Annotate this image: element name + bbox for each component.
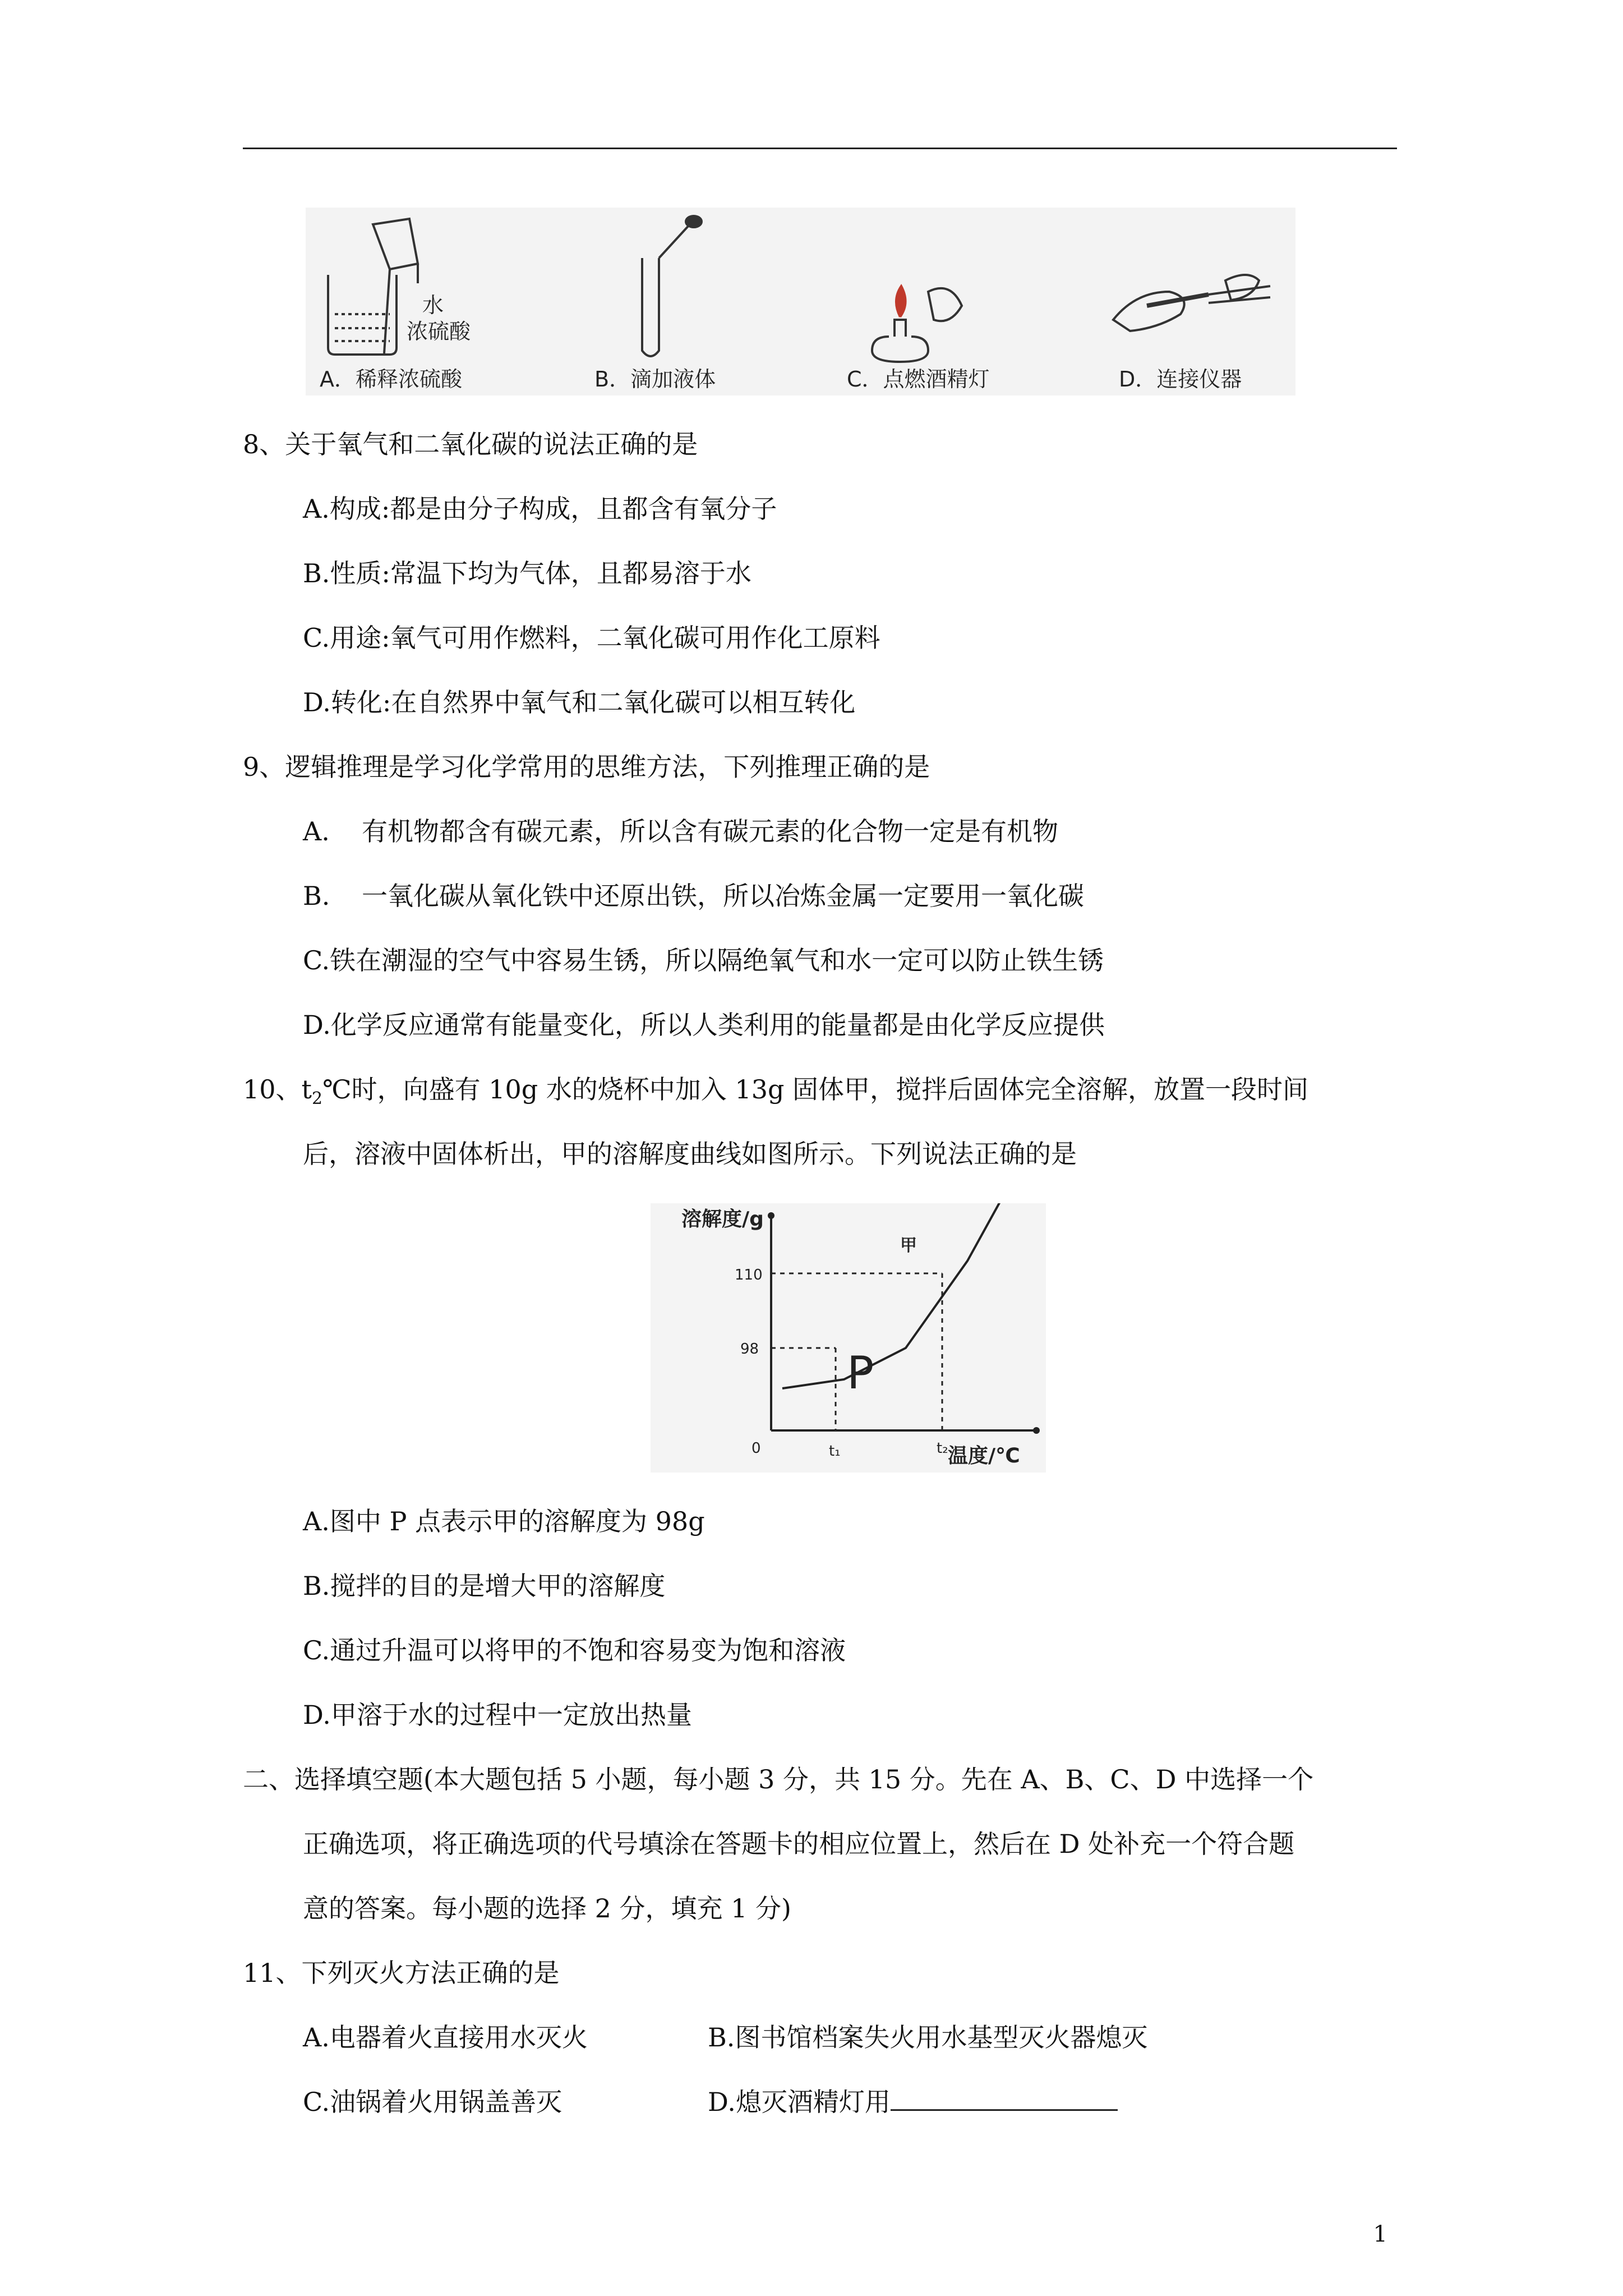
series-curve-jia — [782, 1203, 1029, 1388]
page-number: 1 — [1373, 2221, 1387, 2247]
q10-stem-sub: 2 — [312, 1089, 323, 1109]
q9-option-b-text: 一氧化碳从氧化铁中还原出铁，所以冶炼金属一定要用一氧化碳 — [362, 881, 1084, 911]
x-axis-arrow — [1033, 1427, 1040, 1434]
q10-stem-pre: 10、t — [243, 1074, 312, 1105]
q9-option-a-text: 有机物都含有碳元素，所以含有碳元素的化合物一定是有机物 — [362, 816, 1058, 846]
q9-stem: 9、逻辑推理是学习化学常用的思维方法，下列推理正确的是 — [243, 752, 930, 782]
x-tick-t1: t₁ — [829, 1443, 841, 1460]
solubility-chart — [651, 1203, 1046, 1473]
caption-b: B．滴加液体 — [594, 367, 716, 392]
hands-connecting-icon — [1113, 275, 1270, 331]
q11-option-d-text: D.熄灭酒精灯用 — [708, 2087, 891, 2117]
q10-option-d: D.甲溶于水的过程中一定放出热量 — [303, 1700, 692, 1730]
q10-option-a: A.图中 P 点表示甲的溶解度为 98g — [303, 1506, 705, 1536]
q11-option-b: B.图书馆档案失火用水基型灭火器熄灭 — [708, 2022, 1148, 2053]
q8-option-b: B.性质:常温下均为气体，且都易溶于水 — [303, 558, 751, 588]
y-axis-label: 溶解度/g — [681, 1208, 764, 1231]
y-tick-98: 98 — [740, 1341, 759, 1358]
q8-option-a: A.构成:都是由分子构成，且都含有氧分子 — [303, 494, 777, 524]
section2-line2: 正确选项，将正确选项的代号填涂在答题卡的相应位置上，然后在 D 处补充一个符合题 — [303, 1829, 1295, 1859]
q10-option-c: C.通过升温可以将甲的不饱和容易变为饱和溶液 — [303, 1635, 846, 1665]
q9-option-a-letter: A. — [303, 816, 330, 846]
q9-option-b-letter: B. — [303, 881, 330, 911]
label-water: 水 — [422, 293, 444, 318]
q10-stem — [243, 1073, 1308, 1116]
q11-stem: 11、下列灭火方法正确的是 — [243, 1958, 560, 1988]
x-axis-label: 温度/℃ — [948, 1444, 1020, 1467]
caption-a: A．稀释浓硫酸 — [320, 367, 462, 392]
q9-option-c: C.铁在潮湿的空气中容易生锈，所以隔绝氧气和水一定可以防止铁生锈 — [303, 945, 1104, 976]
section2-line1: 二、选择填空题(本大题包括 5 小题，每小题 3 分，共 15 分。先在 A、B、C、D 中选择一个 — [243, 1764, 1314, 1795]
q9-option-d: D.化学反应通常有能量变化，所以人类利用的能量都是由化学反应提供 — [303, 1010, 1105, 1040]
q11-answer-blank[interactable] — [891, 2087, 1118, 2111]
q8-option-d: D.转化:在自然界中氧气和二氧化碳可以相互转化 — [303, 687, 856, 717]
q10-option-b: B.搅拌的目的是增大甲的溶解度 — [303, 1571, 666, 1601]
y-tick-110: 110 — [735, 1267, 763, 1283]
q8-option-c: C.用途:氧气可用作燃料，二氧化碳可用作化工原料 — [303, 623, 880, 653]
q11-option-d — [708, 2085, 1118, 2119]
beaker-icon — [328, 219, 418, 355]
q11-option-c: C.油锅着火用锅盖善灭 — [303, 2087, 562, 2117]
x-tick-0: 0 — [751, 1440, 761, 1457]
point-p-label: P — [847, 1347, 874, 1399]
q11-option-a: A.电器着火直接用水灭火 — [303, 2022, 588, 2053]
test-tube-icon — [642, 216, 702, 356]
header-rule — [243, 148, 1397, 149]
q10-stem-post: ℃时，向盛有 10g 水的烧杯中加入 13g 固体甲，搅拌后固体完全溶解，放置一段时间 — [322, 1074, 1309, 1105]
series-label-jia: 甲 — [900, 1236, 917, 1255]
section2-line3: 意的答案。每小题的选择 2 分，填充 1 分) — [303, 1893, 791, 1924]
q10-stem-line2: 后，溶液中固体析出，甲的溶解度曲线如图所示。下列说法正确的是 — [303, 1139, 1077, 1169]
caption-d: D．连接仪器 — [1119, 367, 1242, 392]
y-axis-arrow — [768, 1212, 774, 1219]
apparatus-figure — [306, 208, 1295, 395]
x-tick-t2: t₂ — [937, 1440, 948, 1457]
alcohol-lamp-icon — [872, 286, 962, 362]
caption-c: C．点燃酒精灯 — [847, 367, 990, 392]
q8-stem: 8、关于氧气和二氧化碳的说法正确的是 — [243, 429, 698, 459]
solubility-chart-svg — [651, 1203, 1046, 1473]
label-concentrated-acid: 浓硫酸 — [407, 319, 471, 344]
